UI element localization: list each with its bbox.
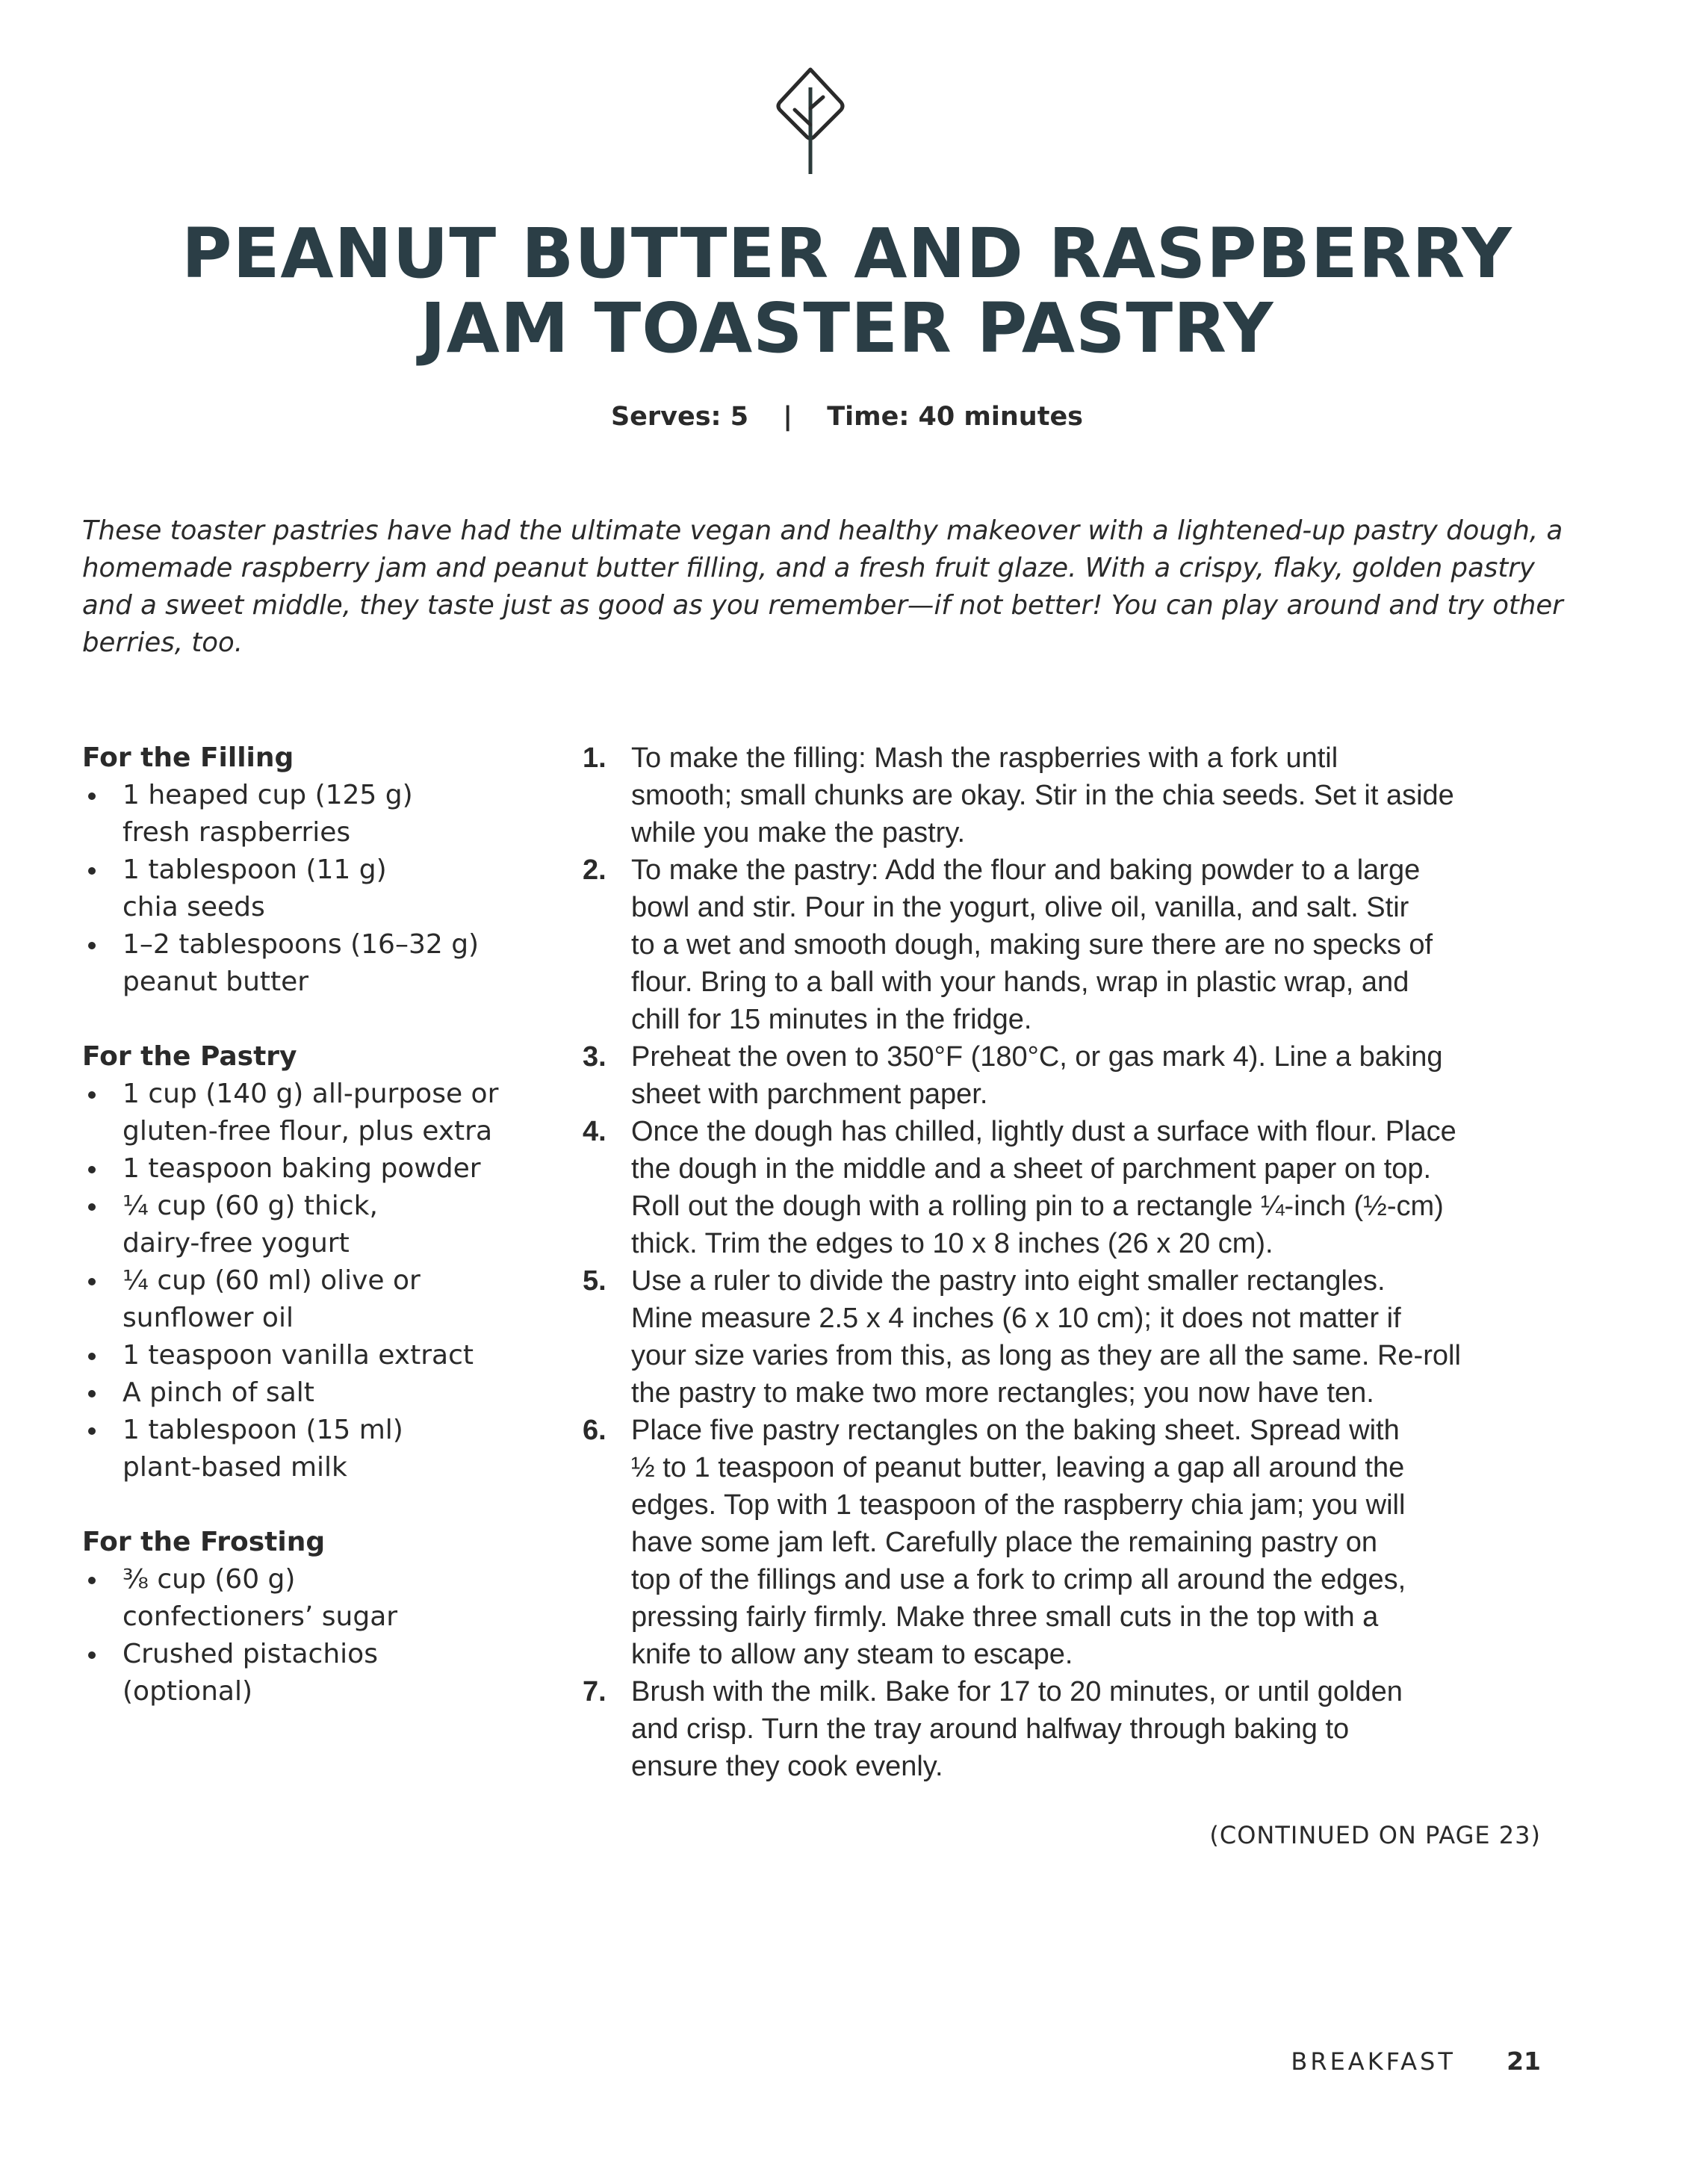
ingredient-item: 1 teaspoon vanilla extract — [82, 1337, 545, 1374]
ingredient-item: ⅜ cup (60 g) confectioners’ sugar — [82, 1561, 545, 1636]
ingredient-item: ¼ cup (60 ml) olive or sunflower oil — [82, 1262, 545, 1337]
ingredient-item: A pinch of salt — [82, 1374, 545, 1412]
ingredient-item: ¼ cup (60 g) thick, dairy-free yogurt — [82, 1188, 545, 1262]
ingredient-item: 1–2 tablespoons (16–32 g) peanut butter — [82, 926, 545, 1001]
instructions-column — [583, 739, 1546, 1785]
ingredient-item: 1 cup (140 g) all-purpose or gluten-free flour, plus extra — [82, 1076, 545, 1150]
ingredient-item: 1 heaped cup (125 g) fresh raspberries — [82, 777, 545, 851]
recipe-title — [0, 214, 1694, 368]
recipe-meta — [0, 402, 1694, 432]
step-number: 6. — [583, 1415, 606, 1446]
instruction-steps — [583, 739, 1546, 1785]
page-number: 21 — [1507, 2047, 1541, 2076]
instruction-step: 1. To make the filling: Mash the raspberries with a fork until smooth; small chunks are okay. Stir in the chia seeds. Set it aside while you make the pastry. — [583, 739, 1546, 851]
instruction-step: 5. Use a ruler to divide the pastry into eight smaller rectangles. Mine measure 2.5 x 4 inches (6 x 10 cm); it does not matter if your size varies from this, as long as they are all the same. Re-roll the pastry to make two more rectangles; you now have ten. — [583, 1262, 1546, 1412]
ingredient-heading: For the Pastry — [82, 1041, 297, 1072]
step-number: 3. — [583, 1041, 606, 1073]
instruction-step: 2. To make the pastry: Add the flour and baking powder to a large bowl and stir. Pour in the yogurt, olive oil, vanilla, and salt. Stir to a wet and smooth dough, making sure there are no specks of flour. Bring to a ball with your hands, wrap in plastic wrap, and chill for 15 minutes in the fridge. — [583, 851, 1546, 1038]
instruction-step: 7. Brush with the milk. Bake for 17 to 20 minutes, or until golden and crisp. Turn the tray around halfway through baking to ensure they cook evenly. — [583, 1673, 1546, 1785]
ingredient-group-pastry — [82, 1038, 545, 1486]
ingredient-heading: For the Frosting — [82, 1527, 326, 1557]
recipe-intro: These toaster pastries have had the ultimate vegan and healthy makeover with a lightened-up pastry dough, a homemade raspberry jam and peanut butter filling, and a fresh fruit glaze. With a crispy, flaky, golden pastry and a sweet middle, they taste just as good as you remember—if not better! You can play around and try other berries, too. — [82, 515, 1563, 658]
step-number: 4. — [583, 1116, 606, 1147]
time-label: Time: 40 minutes — [827, 402, 1084, 432]
ingredient-item: Crushed pistachios (optional) — [82, 1636, 545, 1710]
instruction-step: 3. Preheat the oven to 350°F (180°C, or gas mark 4). Line a baking sheet with parchment paper. — [583, 1038, 1546, 1113]
ingredient-group-filling — [82, 739, 545, 1001]
ingredient-group-frosting — [82, 1524, 545, 1710]
instruction-step: 6. Place five pastry rectangles on the baking sheet. Spread with ½ to 1 teaspoon of peanut butter, leaving a gap all around the edges. Top with 1 teaspoon of the raspberry chia jam; you will have some jam left. Carefully place the remaining pastry on top of the fillings and use a fork to crimp all around the edges, pressing fairly firmly. Make three small cuts in the top with a knife to allow any steam to escape. — [583, 1412, 1546, 1673]
tree-leaf-icon — [769, 63, 851, 176]
meta-separator: | — [783, 402, 793, 432]
ingredients-column — [82, 739, 545, 1748]
step-number: 7. — [583, 1676, 606, 1707]
ingredient-item: 1 teaspoon baking powder — [82, 1150, 545, 1188]
title-line-2: JAM TOASTER PASTRY — [420, 288, 1274, 368]
step-number: 5. — [583, 1265, 606, 1297]
step-number: 2. — [583, 854, 606, 886]
serves-label: Serves: 5 — [610, 402, 749, 432]
continued-note: (CONTINUED ON PAGE 23) — [1209, 1821, 1541, 1849]
step-number: 1. — [583, 742, 606, 774]
title-line-1: PEANUT BUTTER AND RASPBERRY — [182, 214, 1512, 294]
ingredient-heading: For the Filling — [82, 742, 294, 773]
ingredient-item: 1 tablespoon (11 g) chia seeds — [82, 851, 545, 926]
ingredient-item: 1 tablespoon (15 ml) plant-based milk — [82, 1412, 545, 1486]
instruction-step: 4. Once the dough has chilled, lightly dust a surface with flour. Place the dough in the middle and a sheet of parchment paper on top. Roll out the dough with a rolling pin to a rectangle ¼-inch (½-cm) thick. Trim the edges to 10 x 8 inches (26 x 20 cm). — [583, 1113, 1546, 1262]
page-footer — [1291, 2047, 1541, 2076]
section-label: BREAKFAST — [1291, 2047, 1456, 2076]
